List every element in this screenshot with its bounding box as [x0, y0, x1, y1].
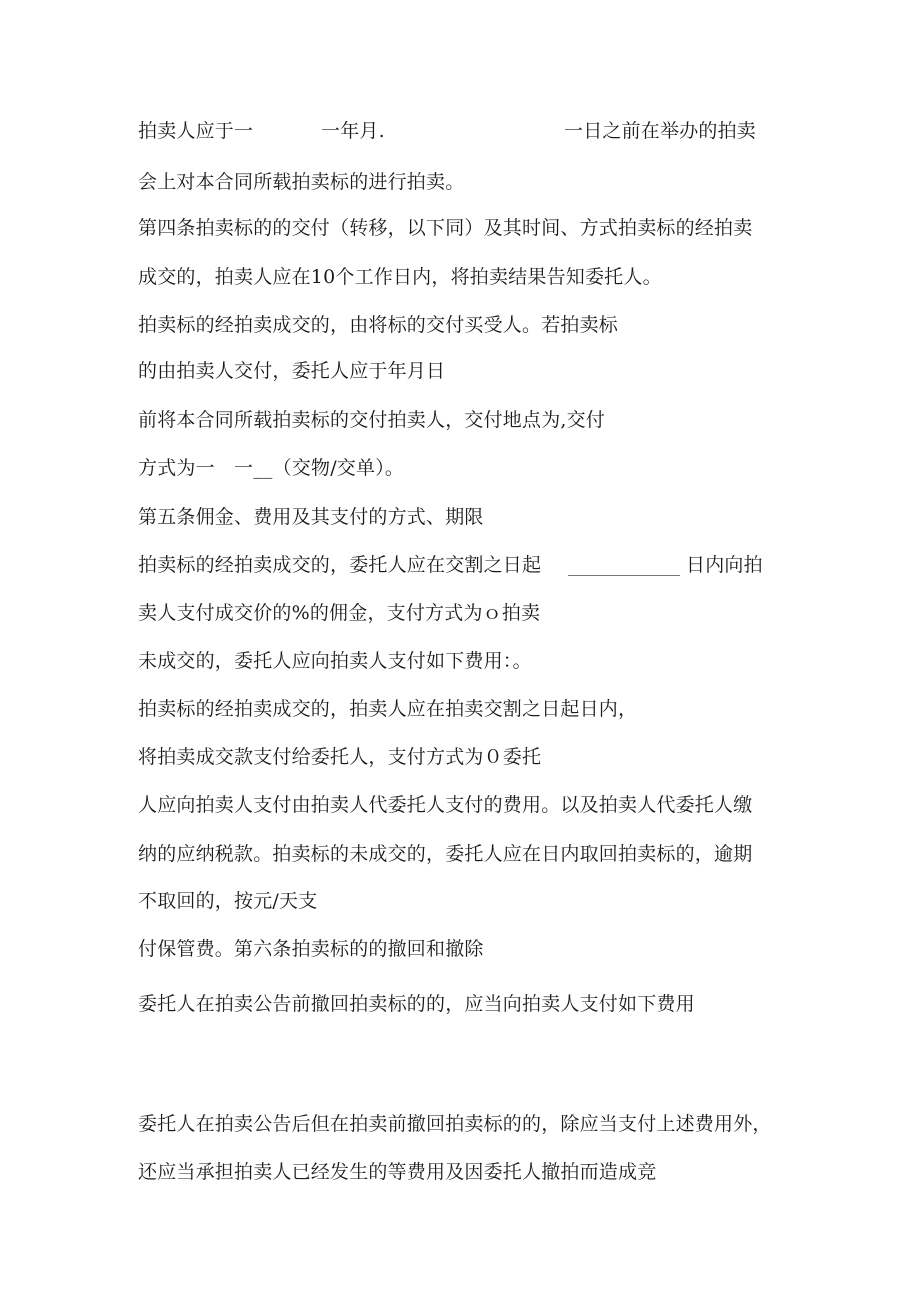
text-line-18: 付保管费。第六条拍卖标的的撤回和撤除	[138, 938, 484, 960]
line10-part-a: 拍卖标的经拍卖成交的，委托人应在交割之日起	[138, 554, 542, 576]
text-line-15: 人应向拍卖人支付由拍卖人代委托人支付的费用。以及拍卖人代委托人缴	[138, 794, 753, 816]
text-line-12: 未成交的，委托人应向拍卖人支付如下费用：。	[138, 650, 532, 672]
fill-in-blank-line	[568, 575, 680, 576]
text-line-5: 拍卖标的经拍卖成交的，由将标的交付买受人。若拍卖标	[138, 314, 619, 336]
text-line-4: 成交的，拍卖人应在10个工作日内，将拍卖结果告知委托人。	[138, 266, 662, 288]
line8-part-b: 一__（交物/交单）。	[234, 457, 405, 479]
text-line-14: 将拍卖成交款支付给委托人，支付方式为０委托	[138, 746, 542, 768]
line1-part-b: 一年月.	[321, 120, 385, 142]
text-line-21: 还应当承担拍卖人已经发生的等费用及因委托人撤拍而造成竞	[138, 1161, 657, 1183]
line1-part-a: 拍卖人应于一	[138, 120, 254, 142]
text-line-6: 的由拍卖人交付，委托人应于年月日	[138, 360, 446, 382]
line10-part-b: 日内向拍	[686, 554, 763, 576]
line1-part-c: 一日之前在举办的拍卖	[564, 120, 757, 142]
text-line-13: 拍卖标的经拍卖成交的，拍卖人应在拍卖交割之日起日内，	[138, 698, 638, 720]
text-line-20: 委托人在拍卖公告后但在拍卖前撤回拍卖标的的，除应当支付上述费用外，	[138, 1113, 772, 1135]
text-line-3: 第四条拍卖标的的交付（转移，以下同）及其时间、方式拍卖标的经拍卖	[138, 217, 753, 239]
text-line-19: 委托人在拍卖公告前撤回拍卖标的的，应当向拍卖人支付如下费用	[138, 993, 695, 1015]
text-line-7: 前将本合同所载拍卖标的交付拍卖人，交付地点为,交付	[138, 409, 606, 431]
text-line-2: 会上对本合同所载拍卖标的进行拍卖。	[138, 171, 465, 193]
text-line-17: 不取回的，按元/天支	[138, 890, 318, 912]
text-line-9: 第五条佣金、费用及其支付的方式、期限	[138, 506, 484, 528]
line8-part-a: 方式为一	[138, 457, 215, 479]
text-line-11: 卖人支付成交价的%的佣金，支付方式为ｏ拍卖	[138, 602, 541, 624]
text-line-16: 纳的应纳税款。拍卖标的未成交的，委托人应在日内取回拍卖标的，逾期	[138, 843, 753, 865]
